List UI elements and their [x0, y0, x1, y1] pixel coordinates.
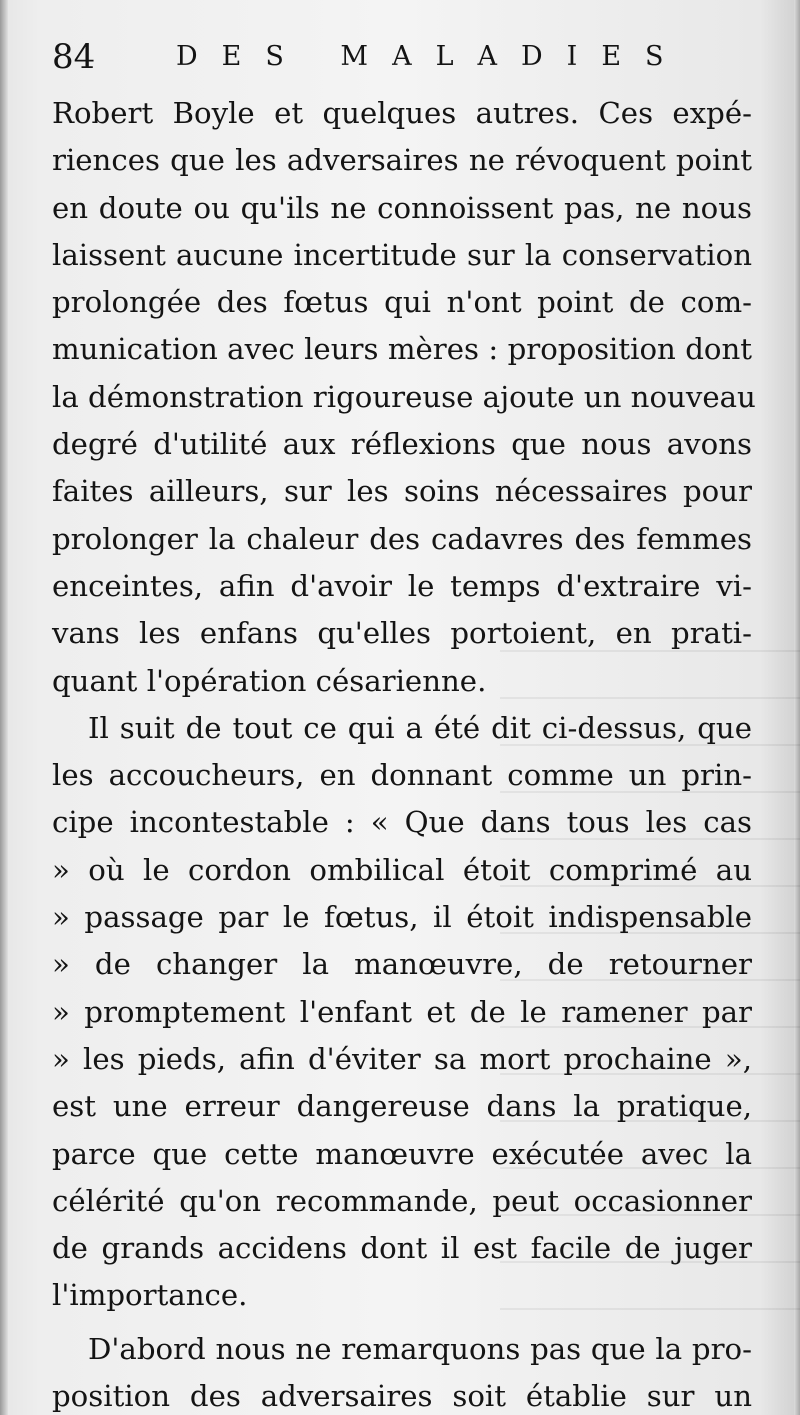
text-line: Robert Boyle et quelques autres. Ces expé- [52, 96, 752, 130]
text-line: prolongée des fœtus qui n'ont point de com- [52, 285, 752, 320]
text-line: quant l'opération césarienne. [52, 663, 487, 698]
text-line: D'abord nous ne remarquons pas que la pro- [88, 1331, 752, 1366]
text-line: célérité qu'on recommande, peut occasionner [52, 1183, 752, 1218]
text-line: la démonstration rigoureuse ajoute un nouveau [52, 379, 756, 414]
text-line: » où le cordon ombilical étoit comprimé au [52, 852, 752, 887]
text-line: degré d'utilité aux réflexions que nous avons [52, 427, 752, 462]
text-line: les accoucheurs, en donnant comme un prin- [52, 758, 752, 793]
text-line: vans les enfans qu'elles portoient, en prati- [52, 616, 752, 651]
page-left-edge-shadow [0, 0, 8, 1415]
text-line: riences que les adversaires ne révoquent point [52, 143, 752, 178]
text-line: position des adversaires soit établie sur un [52, 1379, 752, 1414]
text-line: » passage par le fœtus, il étoit indispensable [52, 900, 752, 935]
text-line: de grands accidens dont il est facile de juger [52, 1231, 752, 1266]
text-line: » les pieds, afin d'éviter sa mort prochaine », [52, 1041, 752, 1076]
text-line: parce que cette manœuvre exécutée avec la [52, 1136, 752, 1171]
text-line: en doute ou qu'ils ne connoissent pas, ne nous [52, 190, 752, 225]
text-line: laissent aucune incertitude sur la conservation [52, 237, 752, 272]
text-line: l'importance. [52, 1278, 248, 1313]
running-head [52, 32, 752, 82]
text-line: Il suit de tout ce qui a été dit ci-dessus, que [88, 710, 752, 745]
text-line: » de changer la manœuvre, de retourner [52, 947, 752, 982]
body-text [52, 90, 756, 1415]
text-line: est une erreur dangereuse dans la pratique, [52, 1089, 752, 1124]
text-line: cipe incontestable : « Que dans tous les cas [52, 805, 752, 840]
text-line: » promptement l'enfant et de le ramener par [52, 994, 752, 1029]
text-line: munication avec leurs mères : proposition dont [52, 332, 752, 367]
text-line: enceintes, afin d'avoir le temps d'extraire vi- [52, 568, 752, 603]
text-line: faites ailleurs, sur les soins nécessaires pour [52, 474, 752, 509]
page-number: 84 [52, 37, 96, 77]
text-line: prolonger la chaleur des cadavres des femmes [52, 521, 752, 556]
running-title: DES MALADIES [176, 41, 688, 72]
